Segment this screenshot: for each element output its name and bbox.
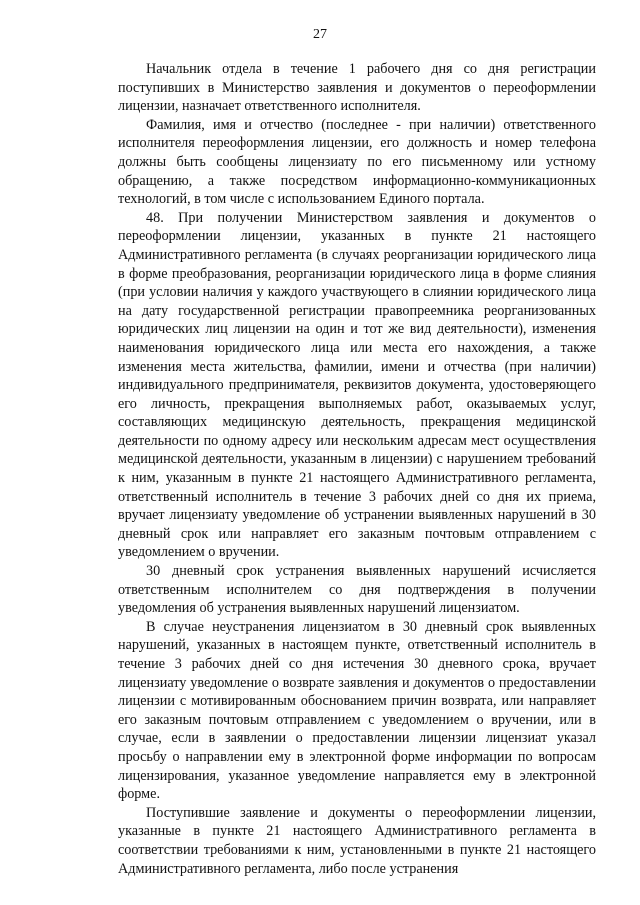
paragraph-4: 30 дневный срок устранения выявленных нарушений исчисляется ответственным исполнителем со дня подтверждения в получении уведомления об устранения выявленных нарушений лицензиатом.: [118, 563, 596, 617]
paragraph-1: Начальник отдела в течение 1 рабочего дня со дня регистрации поступивших в Министерство заявления и документов о переоформлении лицензии, назначает ответственного исполнителя.: [118, 61, 596, 115]
paragraph-2: Фамилия, имя и отчество (последнее - при наличии) ответственного исполнителя переоформления лицензии, его должность и номер телефона должны быть сообщены лицензиату по его письменному или устному обращению, а также посредством информационно-коммуникационных технологий, в том числе с использованием Единого портала.: [118, 116, 596, 208]
page-number: 27: [313, 27, 327, 42]
paragraph-3: 48. При получении Министерством заявления и документов о переоформлении лицензии, указанных в пункте 21 настоящего Административного регламента (в случаях реорганизации юридического лица в форме преобразования, реорганизации юридического лица в форме слияния (при условии наличия у каждого участвующего в слиянии юридического лица на дату государственной регистрации правопреемника реорганизованных юридических лиц лицензии на один и тот же вид деятельности), изменения наименования юридического лица или места его нахождения, а также изменения места жительства, фамилии, имени и отчества (при наличии) индивидуального предпринимателя, реквизитов документа, удостоверяющего его личность, прекращения выполняемых работ, оказываемых услуг, составляющих медицинскую деятельность, прекращения медицинской деятельности по одному адресу или нескольким адресам мест осуществления медицинской деятельности, указанным в лицензии) с нарушением требований к ним, указанным в пункте 21 настоящего Административного регламента, ответственный исполнитель в течение 3 рабочих дней со дня их приема, вручает лицензиату уведомление об устранении выявленных нарушений в 30 дневный срок или направляет его заказным почтовым отправлением с уведомлением о вручении.: [118, 209, 596, 561]
paragraph-5: В случае неустранения лицензиатом в 30 дневный срок выявленных нарушений, указанных в настоящем пункте, ответственный исполнитель в течение 3 рабочих дней со дня истечения 30 дневного срока, вручает лицензиату уведомление о возврате заявления и документов о предоставлении лицензии с мотивированным обоснованием причин возврата, или направляет его заказным почтовым отправлением с уведомлением о вручении, или в случае, если в заявлении о предоставлении лицензии лицензиат указал просьбу о направлении ему в электронной форме информации по вопросам лицензирования, указанное уведомление направляется ему в электронной форме.: [118, 618, 596, 803]
paragraph-6: Поступившие заявление и документы о переоформлении лицензии, указанные в пункте 21 настоящего Административного регламента в соответствии требованиями к ним, установленными в пункте 21 настоящего Административного регламента, либо после устранения: [118, 804, 596, 877]
document-body: [118, 60, 596, 878]
